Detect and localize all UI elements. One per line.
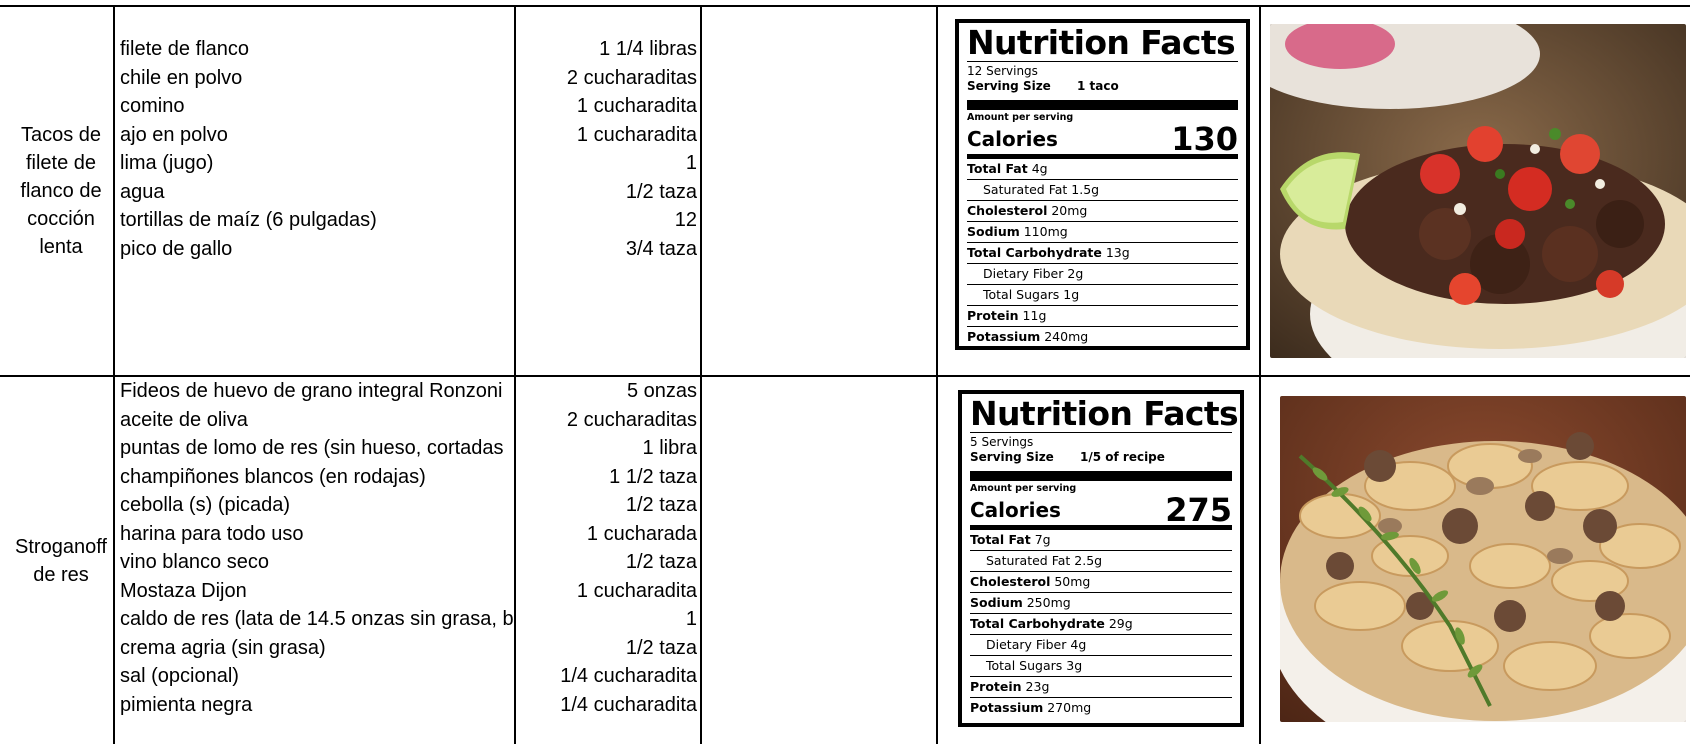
ingredient-item: Mostaza Dijon: [120, 579, 247, 602]
nutrient-rows: [970, 530, 1232, 718]
ingredient-item: caldo de res (lata de 14.5 onzas sin grasa, b: [120, 608, 514, 630]
calories-label: Calories: [967, 127, 1058, 151]
grid-line-col1: [113, 6, 115, 744]
nutrition-title: Nutrition Facts: [970, 394, 1239, 433]
ingredient-qty: 1/4 cucharadita: [560, 693, 697, 716]
ingredient-qty: 1/2 taza: [625, 636, 697, 659]
nutrition-facts-label: [955, 19, 1250, 350]
ingredient-qty: 1 1/2 taza: [609, 465, 697, 488]
grid-line-col4: [936, 6, 938, 744]
nutrient-row: [970, 572, 1232, 593]
servings-count: 5 Servings: [970, 435, 1034, 449]
nutrient-value: 2.5g: [1070, 553, 1103, 568]
nutrient-row: [967, 159, 1238, 180]
nutrient-row: [967, 243, 1238, 264]
ingredient-qty: 1 1/4 libras: [599, 38, 697, 60]
nutrient-row: [970, 593, 1232, 614]
serving-size: [967, 79, 1238, 94]
nutrient-label: Total Carbohydrate: [970, 616, 1105, 631]
grid-line-top: [0, 5, 1690, 7]
nutrient-value: 110mg: [1019, 224, 1068, 239]
nutrient-row: [967, 180, 1238, 201]
thick-divider: [970, 471, 1232, 481]
ingredient-item: tortillas de maíz (6 pulgadas): [120, 209, 377, 231]
nutrient-label: Saturated Fat: [983, 182, 1068, 197]
ingredient-item: harina para todo uso: [120, 522, 304, 545]
nutrient-label: Potassium: [970, 700, 1044, 715]
ingredient-qty: 1 cucharadita: [576, 579, 697, 602]
ingredient-item: ajo en polvo: [120, 123, 228, 146]
nutrient-value: 1.5g: [1067, 182, 1100, 197]
nutrient-row: [970, 614, 1232, 635]
nutrient-value: 4g: [1027, 161, 1048, 176]
ingredient-item: cebolla (s) (picada): [120, 494, 291, 516]
nutrient-label: Protein: [970, 679, 1022, 694]
ingredient-item: sal (opcional): [120, 665, 239, 687]
nutrient-label: Cholesterol: [967, 203, 1048, 218]
nutrient-row: [970, 530, 1232, 551]
ingredient-item: champiñones blancos (en rodajas): [120, 465, 426, 488]
ingredient-item: comino: [120, 95, 185, 117]
ingredient-qty: 1/2 taza: [625, 180, 697, 203]
nutrition-title: Nutrition Facts: [967, 25, 1238, 62]
nutrient-label: Sodium: [970, 595, 1023, 610]
ingredient-item: puntas de lomo de res (sin hueso, cortadas: [120, 437, 504, 459]
nutrient-label: Protein: [967, 308, 1019, 323]
nutrient-row: [967, 285, 1238, 306]
nutrient-row: [967, 327, 1238, 347]
calories-value: 130: [1171, 120, 1238, 158]
recipe-name: Stroganoff de res: [15, 536, 107, 586]
amount-per-serving: Amount per serving: [970, 483, 1077, 494]
nutrient-rows: [967, 159, 1238, 347]
serving-size-value: 1/5 of recipe: [1080, 450, 1165, 464]
nutrient-value: 20mg: [1047, 203, 1088, 218]
ingredient-item: chile en polvo: [120, 66, 243, 89]
nutrient-row: [967, 222, 1238, 243]
ingredient-qty: 1 cucharadita: [576, 123, 697, 146]
ingredient-item: aceite de oliva: [120, 408, 248, 431]
amount-per-serving: Amount per serving: [967, 112, 1074, 123]
nutrient-row: [970, 677, 1232, 698]
recipe-name: Tacos de filete de flanco de cocción lenta: [20, 124, 102, 258]
nutrient-value: 50mg: [1050, 574, 1091, 589]
nutrient-value: 23g: [1021, 679, 1050, 694]
ingredient-list: [120, 377, 514, 719]
nutrient-value: 13g: [1101, 245, 1130, 260]
nutrient-value: 1g: [1059, 287, 1080, 302]
nutrient-value: 2g: [1063, 266, 1084, 281]
nutrient-value: 4g: [1066, 637, 1087, 652]
ingredient-qty: 1/4 cucharadita: [560, 665, 697, 687]
nutrition-facts-label: [958, 390, 1244, 727]
stroganoff-illustration: [1280, 396, 1686, 722]
serving-size-value: 1 taco: [1077, 79, 1119, 93]
calories-row: [967, 120, 1238, 159]
nutrient-label: Saturated Fat: [986, 553, 1071, 568]
nutrient-value: 250mg: [1022, 595, 1071, 610]
quantity-list: [520, 377, 697, 719]
ingredient-qty: 12: [674, 209, 697, 231]
ingredient-qty: 1: [685, 608, 697, 630]
nutrient-label: Total Fat: [967, 161, 1028, 176]
nutrient-value: 270mg: [1043, 700, 1092, 715]
nutrient-row: [970, 635, 1232, 656]
calories-value: 275: [1165, 491, 1232, 529]
serving-size: [970, 450, 1232, 465]
servings-count: 12 Servings: [967, 64, 1038, 78]
taco-illustration: [1270, 24, 1686, 358]
thick-divider: [967, 100, 1238, 110]
nutrient-value: 11g: [1018, 308, 1047, 323]
grid-line-col5: [1259, 6, 1261, 744]
calories-row: [970, 491, 1232, 530]
nutrient-row: [970, 656, 1232, 677]
nutrient-value: 3g: [1062, 658, 1083, 673]
nutrient-row: [967, 201, 1238, 222]
ingredient-item: pimienta negra: [120, 693, 253, 716]
nutrient-label: Dietary Fiber: [986, 637, 1067, 652]
ingredient-qty: 1 cucharadita: [576, 95, 697, 117]
serving-size-label: Serving Size: [967, 79, 1051, 93]
ingredient-list: [120, 35, 514, 263]
taco-photo: [1270, 24, 1686, 358]
calories-label: Calories: [970, 498, 1061, 522]
nutrient-row: [970, 551, 1232, 572]
nutrient-value: 7g: [1030, 532, 1051, 547]
grid-line-col2: [514, 6, 516, 744]
nutrient-value: 29g: [1104, 616, 1133, 631]
nutrient-label: Sodium: [967, 224, 1020, 239]
ingredient-qty: 5 onzas: [626, 380, 697, 402]
nutrient-label: Cholesterol: [970, 574, 1051, 589]
quantity-list: [520, 35, 697, 263]
ingredient-item: lima (jugo): [120, 152, 214, 174]
serving-size-label: Serving Size: [970, 450, 1054, 464]
ingredient-qty: 1 cucharada: [586, 522, 697, 545]
nutrient-label: Total Sugars: [983, 287, 1060, 302]
nutrient-label: Total Carbohydrate: [967, 245, 1102, 260]
ingredient-item: crema agria (sin grasa): [120, 636, 326, 659]
nutrient-value: 240mg: [1040, 329, 1089, 344]
stroganoff-photo: [1280, 396, 1686, 722]
nutrient-label: Potassium: [967, 329, 1041, 344]
ingredient-qty: 1/2 taza: [625, 551, 697, 573]
ingredient-item: pico de gallo: [120, 237, 233, 260]
ingredient-qty: 2 cucharaditas: [566, 66, 697, 89]
grid-line-col3: [700, 6, 702, 744]
ingredient-item: vino blanco seco: [120, 551, 269, 573]
ingredient-qty: 1: [685, 152, 697, 174]
nutrient-row: [967, 264, 1238, 285]
ingredient-qty: 1/2 taza: [625, 494, 697, 516]
nutrient-row: [967, 306, 1238, 327]
nutrient-label: Total Fat: [970, 532, 1031, 547]
ingredient-item: agua: [120, 180, 165, 203]
ingredient-item: filete de flanco: [120, 38, 249, 60]
ingredient-qty: 1 libra: [642, 437, 697, 459]
ingredient-qty: 2 cucharaditas: [566, 408, 697, 431]
nutrient-label: Total Sugars: [986, 658, 1063, 673]
nutrient-row: [970, 698, 1232, 718]
nutrient-label: Dietary Fiber: [983, 266, 1064, 281]
ingredient-item: Fideos de huevo de grano integral Ronzoni: [120, 380, 503, 402]
ingredient-qty: 3/4 taza: [625, 237, 697, 260]
